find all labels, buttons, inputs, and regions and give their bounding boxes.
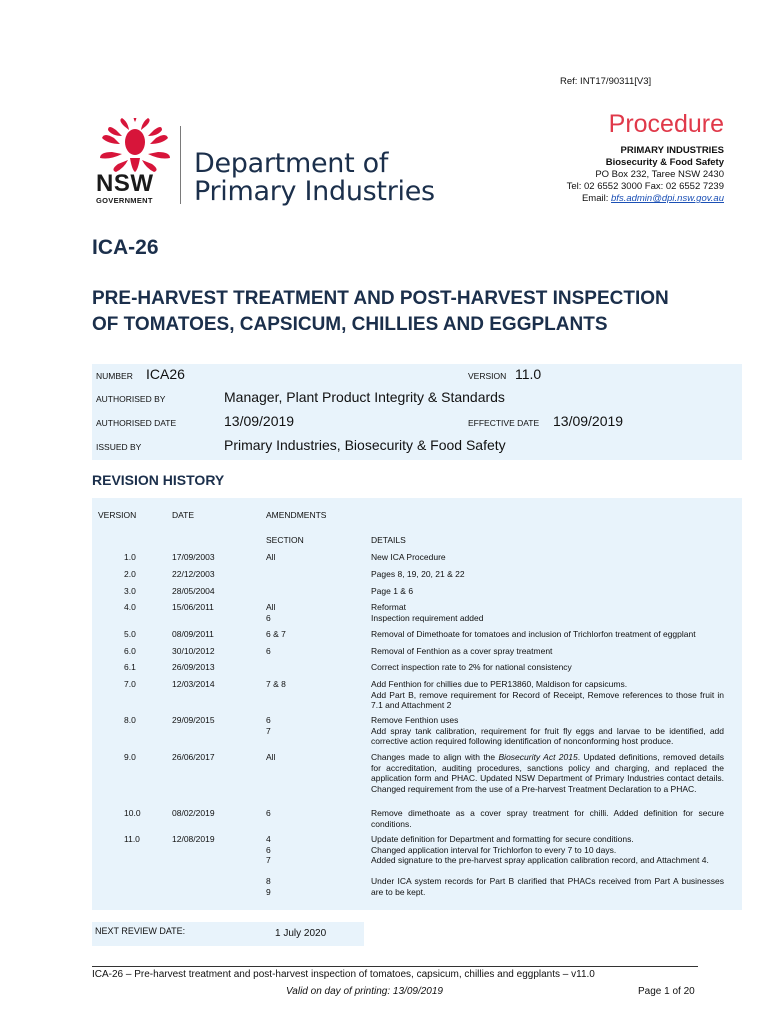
row-section: 6 bbox=[266, 646, 271, 656]
row-details: New ICA Procedure bbox=[371, 552, 446, 562]
email-line bbox=[567, 193, 724, 205]
row-version: 8.0 bbox=[124, 715, 136, 725]
logo-nsw-text: NSW bbox=[96, 170, 154, 197]
unit-name: Biosecurity & Food Safety bbox=[605, 157, 724, 168]
authorised-by-value: Manager, Plant Product Integrity & Standards bbox=[224, 389, 505, 405]
row-version: 2.0 bbox=[124, 569, 136, 579]
issued-by-label: ISSUED BY bbox=[96, 442, 142, 452]
row-details: Page 1 & 6 bbox=[371, 586, 414, 596]
next-review-label: NEXT REVIEW DATE: bbox=[95, 926, 186, 936]
meta-row-number bbox=[92, 364, 742, 388]
col-header-details: DETAILS bbox=[371, 535, 406, 545]
issued-by-value: Primary Industries, Biosecurity & Food Safety bbox=[224, 437, 506, 453]
authorised-by-label: AUTHORISED BY bbox=[96, 394, 166, 404]
phone-fax: Tel: 02 6552 3000 Fax: 02 6552 7239 bbox=[566, 181, 724, 192]
col-header-section: SECTION bbox=[266, 535, 304, 545]
row-details: Removal of Dimethoate for tomatoes and inclusion of Trichlorfon treatment of eggplant bbox=[371, 629, 696, 639]
email-label: Email: bbox=[581, 193, 609, 204]
document-title: PRE-HARVEST TREATMENT AND POST-HARVEST INSPECTION OF TOMATOES, CAPSICUM, CHILLIES AND EGGPLANTS bbox=[92, 288, 669, 335]
footer-document-title: ICA-26 – Pre-harvest treatment and post-harvest inspection of tomatoes, capsicum, chillies and eggplants – v11.0 bbox=[92, 969, 595, 980]
row-details: Remove dimethoate as a cover spray treatment for chilli. Added definition for secure conditions. bbox=[371, 808, 724, 829]
meta-row-issued-by bbox=[92, 435, 742, 459]
row-details-pre: Changes made to align with the bbox=[371, 752, 499, 762]
procedure-contact-block bbox=[567, 110, 724, 205]
row-details: Remove Fenthion uses Add spray tank calibration, requirement for fruit fly eggs and larvae to be identified, add corrective action required following identification of nonconforming host produce. bbox=[371, 715, 724, 746]
logo-dept-line-2: Primary Industries bbox=[194, 176, 435, 207]
row-version: 6.0 bbox=[124, 646, 136, 656]
row-version: 11.0 bbox=[124, 834, 140, 844]
next-review-date: 1 July 2020 bbox=[275, 928, 327, 939]
postal-address: PO Box 232, Taree NSW 2430 bbox=[595, 169, 724, 180]
row-version: 1.0 bbox=[124, 552, 136, 562]
row-version: 7.0 bbox=[124, 679, 136, 689]
row-section: 6 & 7 bbox=[266, 629, 286, 639]
meta-row-authorised-by bbox=[92, 387, 742, 411]
row-version: 10.0 bbox=[124, 808, 141, 818]
row-details: Add Fenthion for chillies due to PER13860, Maldison for capsicums. Add Part B, remove requirement for Record of Receipt, Remove references to those fruit in 7.1 and Attachment 2 bbox=[371, 679, 724, 710]
authorised-date-label: AUTHORISED DATE bbox=[96, 418, 177, 428]
page-number: Page 1 of 20 bbox=[638, 986, 695, 997]
document-code: ICA-26 bbox=[92, 236, 159, 259]
row-details: Reformat Inspection requirement added bbox=[371, 602, 484, 623]
row-date: 08/02/2019 bbox=[172, 808, 215, 818]
col-header-date: DATE bbox=[172, 510, 195, 520]
row-version: 5.0 bbox=[124, 629, 136, 639]
email-link[interactable]: bfs.admin@dpi.nsw.gov.au bbox=[611, 193, 724, 204]
row-date: 12/08/2019 bbox=[172, 834, 215, 844]
waratah-icon bbox=[96, 118, 174, 174]
footer-divider bbox=[92, 966, 698, 967]
row-date: 15/06/2011 bbox=[172, 602, 214, 612]
revision-history-heading: REVISION HISTORY bbox=[92, 472, 225, 488]
row-date: 26/09/2013 bbox=[172, 662, 215, 672]
row-section: All bbox=[266, 752, 276, 762]
number-value: ICA26 bbox=[146, 366, 185, 382]
revision-history-table bbox=[92, 498, 742, 910]
row-section: 4 6 7 8 9 bbox=[266, 834, 271, 897]
row-details: Update definition for Department and formatting for secure conditions. Changed application interval for Trichlorfon to every 7 to 10 days. Added signature to the pre-harvest spray application calibration record, and Attachment 4. Under ICA system records for Part B clarified that PHACs received from Part A businesses are to be kept. bbox=[371, 834, 724, 897]
logo-dept-line-1: Department of bbox=[194, 148, 389, 179]
next-review-box bbox=[92, 922, 364, 946]
procedure-title: Procedure bbox=[608, 110, 724, 138]
col-header-version: VERSION bbox=[98, 510, 137, 520]
row-details: Pages 8, 19, 20, 21 & 22 bbox=[371, 569, 465, 579]
row-version: 6.1 bbox=[124, 662, 136, 672]
row-date: 12/03/2014 bbox=[172, 679, 215, 689]
reference-number: Ref: INT17/90311[V3] bbox=[560, 76, 652, 87]
document-metadata bbox=[92, 364, 742, 460]
version-value: 11.0 bbox=[515, 366, 542, 382]
row-date: 26/06/2017 bbox=[172, 752, 215, 762]
row-details bbox=[371, 752, 724, 794]
version-label: VERSION bbox=[468, 371, 507, 381]
col-header-amendments: AMENDMENTS bbox=[266, 510, 327, 520]
row-version: 4.0 bbox=[124, 602, 136, 612]
row-version: 9.0 bbox=[124, 752, 136, 762]
row-date: 28/05/2004 bbox=[172, 586, 215, 596]
row-date: 30/10/2012 bbox=[172, 646, 215, 656]
row-date: 22/12/2003 bbox=[172, 569, 215, 579]
effective-date-value: 13/09/2019 bbox=[553, 413, 624, 429]
row-section: 6 7 bbox=[266, 715, 271, 736]
row-section: 6 bbox=[266, 808, 271, 818]
row-details-act: Biosecurity Act 2015 bbox=[498, 752, 578, 762]
effective-date-label: EFFECTIVE DATE bbox=[468, 418, 540, 428]
org-name: PRIMARY INDUSTRIES bbox=[620, 145, 724, 156]
row-date: 08/09/2011 bbox=[172, 629, 214, 639]
row-section: All 6 bbox=[266, 602, 276, 623]
logo-government-text: GOVERNMENT bbox=[96, 196, 153, 205]
row-section: 7 & 8 bbox=[266, 679, 286, 689]
number-label: NUMBER bbox=[96, 371, 133, 381]
row-version: 3.0 bbox=[124, 586, 136, 596]
row-details: Correct inspection rate to 2% for national consistency bbox=[371, 662, 572, 672]
row-date: 17/09/2003 bbox=[172, 552, 215, 562]
nsw-dpi-logo bbox=[96, 118, 456, 206]
logo-divider bbox=[180, 126, 181, 204]
authorised-date-value: 13/09/2019 bbox=[224, 413, 295, 429]
row-details: Removal of Fenthion as a cover spray treatment bbox=[371, 646, 553, 656]
footer-valid-date: Valid on day of printing: 13/09/2019 bbox=[286, 986, 443, 997]
row-section: All bbox=[266, 552, 276, 562]
row-details-post: . Updated definitions, removed details for accreditation, auditing procedures, sanctions policy and charging, and replaced the application form and PHAC. Updated NSW Department of Primary Industries contact details. Changed requirement from the use of a Pre-harvest Treatment Declaration to a PHAC. bbox=[371, 752, 724, 794]
meta-row-authorised-date bbox=[92, 411, 742, 435]
row-date: 29/09/2015 bbox=[172, 715, 215, 725]
